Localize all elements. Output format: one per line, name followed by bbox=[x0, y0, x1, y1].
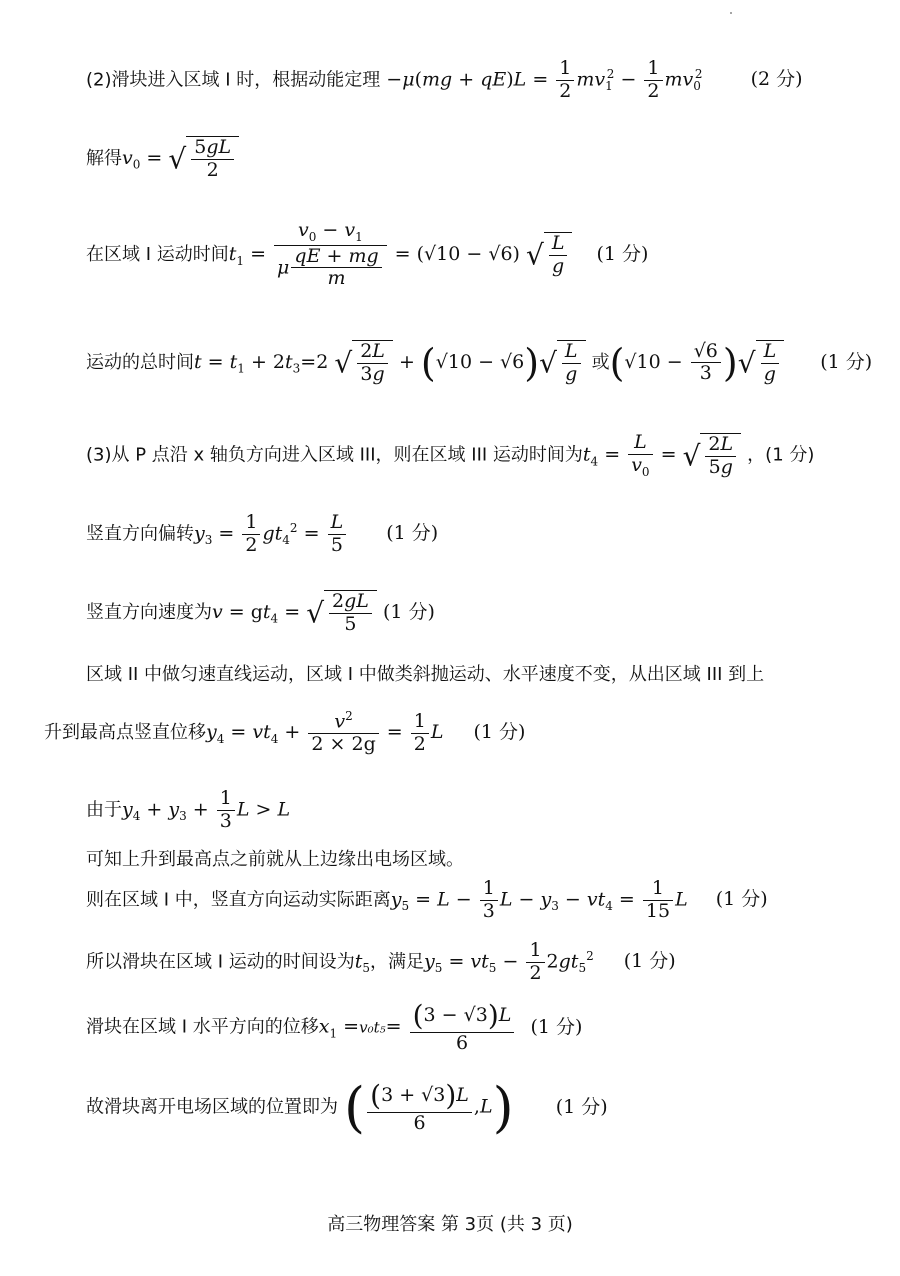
line-conclusion bbox=[86, 845, 464, 871]
line-comparison: 由于$y_4 + y_3$ + $\frac{1}{3}$ L > L bbox=[86, 787, 291, 832]
score: (1 分) bbox=[623, 950, 676, 973]
score: (1 分) bbox=[382, 600, 435, 623]
line-time-t5: 所以滑块在区域 I 运动的时间设为$t_5$，满足$y_5 = vt_5$ − $\frac{1}{2}$ $2gt_5^2$ (1 分) bbox=[86, 939, 676, 984]
line-vertical-velocity: 竖直方向速度为$v = gt_4$ = √ $\frac{2gL}{5}$ (1 分) bbox=[86, 590, 435, 635]
line-exit-position: 故滑块离开电场区域的位置即为 ( $\frac{(3 + √3)L}{6}$ ,L) (1 分) bbox=[86, 1076, 608, 1139]
line-actual-distance: 则在区域 I 中，竖直方向运动实际距离$y_5 = L$ − $\frac{1}{3}$ $L - y_3 - vt_4$ = $\frac{1}{15}$ L (1 分) bbox=[86, 877, 768, 922]
line-region3-time: (3)从 P 点沿 x 轴负方向进入区域 III，则在区域 III 运动时间为$t_4$ = $\frac{L}{v_0}$ = √ $\frac{2L}{5g}$ ，(1 分) bbox=[86, 431, 815, 479]
line-time-t1: 在区域 I 运动时间$t_1$ = $v_0 - v_1$ μ $\frac{qE + mg}{m}$ = (√10 − √6) √ $\frac{L}{g}$ (1 分) bbox=[86, 219, 649, 290]
text: 运动的总时间 bbox=[86, 351, 194, 373]
line-region-description bbox=[86, 660, 764, 686]
line-energy-theorem: (2)滑块进入区域 I 时，根据动能定理 −μ(mg + qE)L = $\frac{1}{2}$ $mv_1^2$ − $\frac{1}{2}$ $mv_0^2$ (2 分) bbox=[86, 57, 803, 102]
text: 竖直方向速度为 bbox=[86, 601, 212, 623]
score: (1 分) bbox=[555, 1095, 608, 1118]
text: 滑块在区域 I 水平方向的位移 bbox=[86, 1016, 319, 1038]
score: ，(1 分) bbox=[747, 444, 815, 466]
text: 区域 II 中做匀速直线运动，区域 I 中做类斜抛运动、水平速度不变，从出区域 III 到上 bbox=[86, 664, 765, 685]
text: 则在区域 I 中，竖直方向运动实际距离 bbox=[86, 889, 391, 911]
score: (2 分) bbox=[750, 68, 803, 91]
text: 所以滑块在区域 I 运动的时间设为 bbox=[86, 951, 355, 973]
score: (1 分) bbox=[596, 243, 649, 266]
line-vertical-deflection: 竖直方向偏转$y_3$ = $\frac{1}{2}$ $gt_4^2$ = $\frac{L}{5}$ (1 分) bbox=[86, 511, 439, 556]
mid-text: ，满足 bbox=[370, 951, 425, 973]
score: (1 分) bbox=[530, 1015, 583, 1038]
line-total-time: 运动的总时间$t = t_1 + 2t_3=2$ √ $\frac{2L}{3g}$ + (√10 − √6)√ $\frac{L}{g}$ 或(√10 − $\frac{√6}{3}$ )√ $\frac{L}{g}$ (1 分) bbox=[86, 339, 873, 385]
text: 可知上升到最高点之前就从上边缘出电场区域。 bbox=[86, 849, 464, 870]
score: (1 分) bbox=[820, 350, 873, 373]
text: 解得 bbox=[86, 147, 122, 169]
text: (3)从 P 点沿 x 轴负方向进入区域 III，则在区域 III 运动时间为 bbox=[86, 444, 583, 466]
text: 升到最高点竖直位移 bbox=[44, 722, 206, 744]
text: 故滑块离开电场区域的位置即为 bbox=[86, 1096, 338, 1118]
text: (2)滑块进入区域 I 时，根据动能定理 bbox=[86, 69, 381, 91]
or-text: 或 bbox=[591, 351, 610, 373]
page-footer: 高三物理答案 第 3页 (共 3 页) bbox=[327, 1214, 573, 1235]
scan-speck bbox=[730, 12, 732, 14]
score: (1 分) bbox=[473, 721, 526, 744]
line-v0-solution: 解得$v_0$ = √ $\frac{5gL}{2}$ bbox=[86, 136, 239, 182]
score: (1 分) bbox=[386, 522, 439, 545]
line-horizontal-displacement: 滑块在区域 I 水平方向的位移$x_1 =v_0t_5=$ $\frac{(3 - √3)L}{6}$ (1 分) bbox=[86, 999, 583, 1055]
score: (1 分) bbox=[715, 888, 768, 911]
text: 竖直方向偏转 bbox=[86, 523, 194, 545]
text: 由于 bbox=[86, 799, 122, 821]
line-max-height: 升到最高点竖直位移$y_4 = vt_4$ + $\frac{v^2}{2 \times 2g}$ = $\frac{1}{2}$ L (1 分) bbox=[44, 709, 526, 756]
text: 在区域 I 运动时间 bbox=[86, 244, 229, 266]
